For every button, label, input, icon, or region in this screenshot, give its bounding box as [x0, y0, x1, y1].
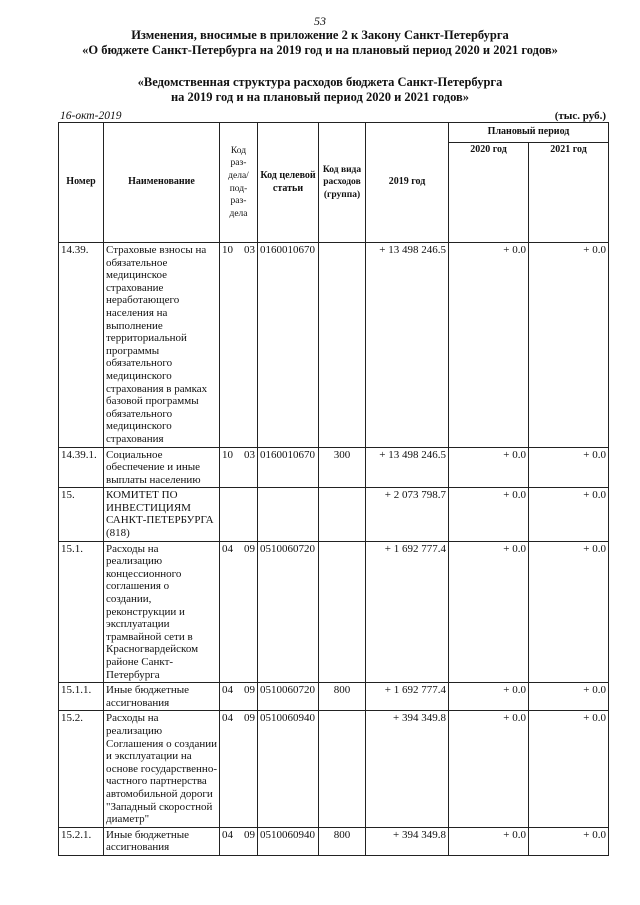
row-section-code: 04: [222, 712, 233, 725]
row-number: 15.2.: [59, 711, 104, 827]
row-2019: + 13 498 246.5: [366, 243, 449, 448]
col-2020: 2020 год: [449, 143, 529, 243]
row-2019: + 13 498 246.5: [366, 447, 449, 488]
expense-table: [58, 122, 609, 856]
row-2020: + 0.0: [449, 541, 529, 683]
row-2021: + 0.0: [529, 711, 609, 827]
row-section-code: 04: [222, 828, 233, 841]
table-row: [59, 541, 609, 683]
row-section-code: 04: [222, 684, 233, 697]
header-line-3: «Ведомственная структура расходов бюджета Санкт-Петербурга: [137, 75, 503, 89]
row-name: Расходы на реализацию Соглашения о создании и эксплуатации на основе государственно-частного партнерства автомобильной дороги "Западный скоростной диаметр": [104, 711, 220, 827]
col-2021: 2021 год: [529, 143, 609, 243]
row-expense-type: [319, 243, 366, 448]
row-subsection-code: 09: [244, 712, 255, 725]
header-line-2: «О бюджете Санкт-Петербурга на 2019 год и на плановый период 2020 и 2021 годов»: [82, 43, 558, 57]
row-2020: + 0.0: [449, 683, 529, 711]
row-2019: + 1 692 777.4: [366, 683, 449, 711]
col-section: Код раз- дела/ под- раз- дела: [220, 123, 258, 243]
row-2020: + 0.0: [449, 827, 529, 855]
row-2020: + 0.0: [449, 243, 529, 448]
row-2019: + 2 073 798.7: [366, 488, 449, 541]
row-section-code: 10: [222, 244, 233, 256]
row-expense-type: 800: [319, 683, 366, 711]
row-expense-type: 300: [319, 447, 366, 488]
col-expense-type: Код вида расходов (группа): [319, 123, 366, 243]
table-row: [59, 827, 609, 855]
row-2020: + 0.0: [449, 488, 529, 541]
row-2020: + 0.0: [449, 447, 529, 488]
row-number: 15.2.1.: [59, 827, 104, 855]
row-2019: + 1 692 777.4: [366, 541, 449, 683]
col-planned: Плановый период: [449, 123, 609, 143]
col-target: Код целевой статьи: [258, 123, 319, 243]
row-2021: + 0.0: [529, 541, 609, 683]
row-name: Социальное обеспечение и иные выплаты населению: [104, 447, 220, 488]
row-section: [220, 447, 258, 488]
table-row: [59, 711, 609, 827]
row-number: 14.39.: [59, 243, 104, 448]
row-subsection-code: 09: [244, 542, 255, 555]
document-header: [0, 28, 640, 58]
row-name: Иные бюджетные ассигнования: [104, 683, 220, 711]
row-target: 0510060720: [258, 541, 319, 683]
row-target: 0510060940: [258, 827, 319, 855]
row-target: 0510060940: [258, 711, 319, 827]
row-section-code: 04: [222, 542, 233, 555]
row-target: [258, 488, 319, 541]
row-target: 0510060720: [258, 683, 319, 711]
row-expense-type: [319, 541, 366, 683]
table-row: [59, 447, 609, 488]
table-title: [0, 75, 640, 105]
row-expense-type: [319, 711, 366, 827]
row-name: Страховые взносы на обязательное медицинское страхование неработающего населения на выполнение территориальной программы обязательного медицинского страхования в рамках базовой программы обязательного медицинского страхования: [104, 243, 220, 448]
row-name: Расходы на реализацию концессионного соглашения о создании, реконструкции и эксплуатации трамвайной сети в Красногвардейском районе Санкт-Петербурга: [104, 541, 220, 683]
row-expense-type: [319, 488, 366, 541]
row-expense-type: 800: [319, 827, 366, 855]
row-subsection-code: 09: [244, 684, 255, 697]
document-date: 16-окт-2019: [60, 110, 122, 122]
row-section: [220, 827, 258, 855]
row-section: [220, 683, 258, 711]
row-number: 15.1.: [59, 541, 104, 683]
row-number: 14.39.1.: [59, 447, 104, 488]
col-number: Номер: [59, 123, 104, 243]
row-section: [220, 488, 258, 541]
row-target: 0160010670: [258, 447, 319, 488]
units-label: (тыс. руб.): [554, 110, 606, 122]
table-row: [59, 488, 609, 541]
row-2021: + 0.0: [529, 683, 609, 711]
row-section: [220, 243, 258, 448]
row-2021: + 0.0: [529, 243, 609, 448]
row-subsection-code: 09: [244, 828, 255, 841]
row-number: 15.: [59, 488, 104, 541]
row-section-code: 10: [222, 448, 233, 461]
table-row: [59, 243, 609, 448]
row-2019: + 394 349.8: [366, 827, 449, 855]
row-2021: + 0.0: [529, 827, 609, 855]
row-2021: + 0.0: [529, 447, 609, 488]
row-name: Иные бюджетные ассигнования: [104, 827, 220, 855]
row-name: КОМИТЕТ ПО ИНВЕСТИЦИЯМ САНКТ-ПЕТЕРБУРГА (818): [104, 488, 220, 541]
row-section: [220, 541, 258, 683]
header-line-1: Изменения, вносимые в приложение 2 к Закону Санкт-Петербурга: [131, 28, 509, 42]
row-2020: + 0.0: [449, 711, 529, 827]
row-subsection-code: 03: [244, 244, 255, 256]
row-2019: + 394 349.8: [366, 711, 449, 827]
table-row: [59, 683, 609, 711]
col-2019: 2019 год: [366, 123, 449, 243]
row-2021: + 0.0: [529, 488, 609, 541]
row-target: 0160010670: [258, 243, 319, 448]
row-number: 15.1.1.: [59, 683, 104, 711]
page-number: 53: [314, 14, 326, 28]
col-name: Наименование: [104, 123, 220, 243]
row-section: [220, 711, 258, 827]
row-subsection-code: 03: [244, 448, 255, 461]
header-line-4: на 2019 год и на плановый период 2020 и 2021 годов»: [170, 90, 470, 104]
